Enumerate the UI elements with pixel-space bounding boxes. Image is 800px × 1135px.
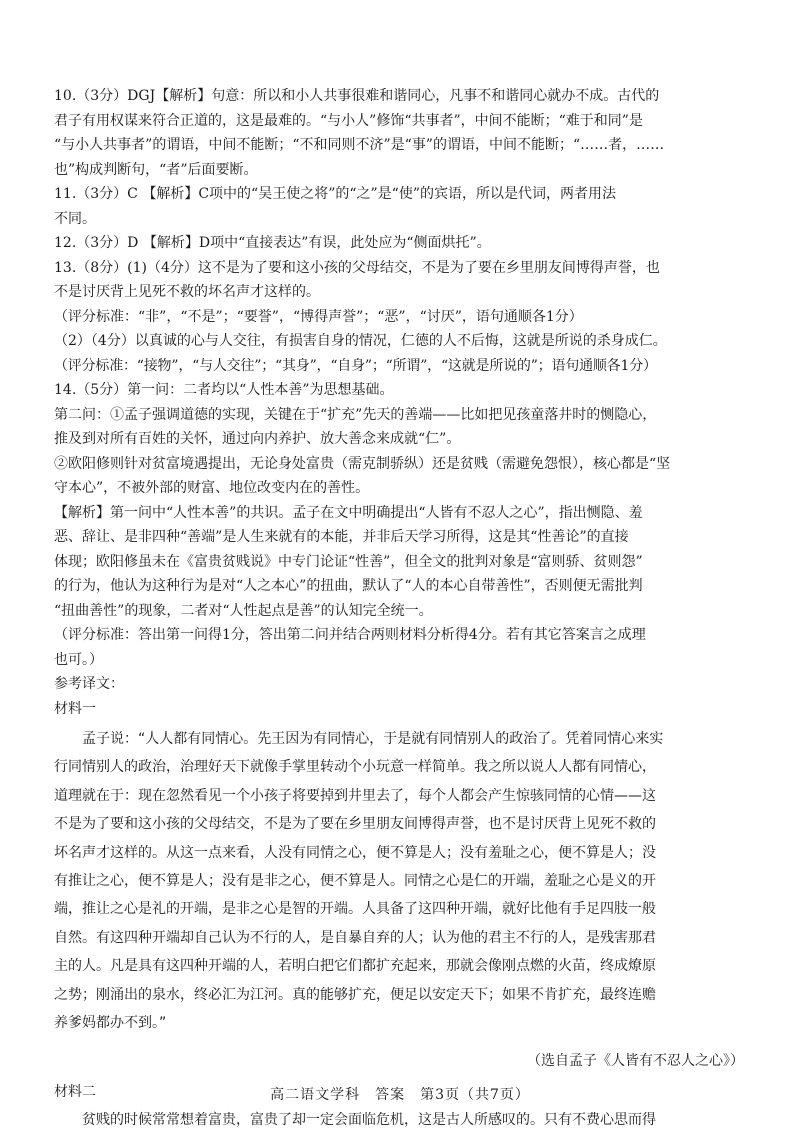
translation-1-line-7: 端，推让之心是礼的开端，是非之心是智的开端。人具备了这四种开端，就好比他有手足四肢一般 [54,901,656,918]
answer-10-line-1: 10.（3分）DGJ【解析】句意：所以和小人共事很难和谐同心，凡事不和谐同心就办不成。古代的 [54,88,660,104]
answer-13-scoring-2: （评分标准：“接物”，“与人交往”；“其身”，“自身”；“所谓”，“这就是所说的”；语句通顺各1分） [54,357,657,374]
source-citation: （选自孟子《人皆有不忍人之心》） [527,1053,744,1070]
answer-14-q2-line-3: ②欧阳修则针对贫富境遇提出，无论身处富贵（需克制骄纵）还是贫贱（需避免怨恨），核心都是“坚 [54,455,671,472]
answer-14-analysis-line-2: 恶、辞让、是非四种“善端”是人生来就有的本能，并非后天学习所得，这是其“性善论”的直接 [54,529,629,545]
answer-12-line: 12.（3分）D 【解析】D项中“直接表达”有误，此处应为“侧面烘托”。 [54,235,491,251]
material-1-heading: 材料一 [54,700,96,717]
translation-1-line-8: 自然。有这四种开端却自己认为不行的人，是自暴自弃的人；认为他的君主不行的人，是残害那君 [54,929,656,946]
answer-14-analysis-line-3: 体现；欧阳修虽未在《富贵贫贱说》中专门论证“性善”，但全文的批判对象是“富则骄、贫则怨” [54,553,643,570]
answer-10-line-3: “与小人共事者”的谓语，中间不能断；“不和同则不济”是“事”的谓语，中间不能断；“……者，…… [54,137,665,153]
translation-1-line-11: 养爹妈都办不到。” [54,1015,167,1032]
translation-1-line-2: 行同情别人的政治，治理好天下就像手掌里转动个小玩意一样简单。我之所以说人人都有同情心， [54,759,656,776]
reference-translation-heading: 参考译文： [54,676,124,692]
translation-1-line-6: 有推让之心，便不算是人；没有是非之心，便不算是人。同情之心是仁的开端，羞耻之心是义的开 [54,873,656,890]
translation-1-line-1: 孟子说：“人人都有同情心。先王因为有同情心，于是就有同情别人的政治了。凭着同情心来实 [82,731,664,747]
answer-13-line-2: 不是讨厌背上见死不救的坏名声才这样的。 [54,284,320,300]
answer-14-q2-line-2: 推及到对所有百姓的关怀，通过向内养护、放大善念来成就“仁”。 [54,431,461,447]
answer-13-line-1: 13.（8分）(1)（4分）这不是为了要和这小孩的父母结交，不是为了要在乡里朋友间博得声誉，也 [54,259,660,276]
answer-10-line-4: 也”构成判断句，“者”后面要断。 [54,161,258,178]
answer-10-line-2: 君子有用权谋来符合正道的，这是最难的。“与小人”修饰“共事者”，中间不能断；“难于和同”是 [54,112,643,129]
answer-14-analysis-line-1: 【解析】第一问中“人性本善”的共识。孟子在文中明确提出“人皆有不忍人之心”，指出恻隐、羞 [54,504,643,521]
answer-14-q2-line-4: 守本心”，不被外部的财富、地位改变内在的善性。 [54,480,370,496]
material-2-heading: 材料二 [54,1083,96,1100]
translation-1-line-4: 不是为了要和这小孩的父母结交，不是为了要在乡里朋友间博得声誉，也不是讨厌背上见死不救的 [54,816,656,833]
answer-11-line-2: 不同。 [54,210,96,227]
answer-11-line-1: 11.（3分）C 【解析】C项中的“吴王使之将”的“之”是“使”的宾语，所以是代词，两者用法 [54,186,616,202]
translation-2-line-1: 贫贱的时候常常想着富贵，富贵了却一定会面临危机，这是古人所感叹的。只有不费心思而得 [82,1112,656,1129]
answer-14-q2-line-1: 第二问：①孟子强调道德的实现，关键在于“扩充”先天的善端——比如把见孩童落井时的恻隐心， [54,406,657,423]
answer-14-analysis-line-4: 的行为，他认为这种行为是对“人之本心”的扭曲，默认了“人的本心自带善性”，否则便无需批判 [54,578,643,594]
page-footer: 高二语文学科 答案 第3页（共7页） [270,1087,530,1103]
translation-1-line-9: 主的人。凡是具有这四种开端的人，若明白把它们都扩充起来，那就会像刚点燃的火苗，终成燎原 [54,958,656,975]
answer-14-scoring-line-1: （评分标准：答出第一问得1分，答出第二问并结合两则材料分析得4分。若有其它答案言之成理 [54,627,646,643]
answer-content [54,84,754,1135]
answer-13-part-2: （2）（4分）以真诚的心与人交往，有损害自身的情况，仁德的人不后悔，这就是所说的杀身成仁。 [54,333,667,349]
translation-1-line-10: 之势；刚涌出的泉水，终必汇为江河。真的能够扩充，便足以安定天下；如果不肯扩充，最终连赡 [54,986,656,1003]
translation-1-line-3: 道理就在于：现在忽然看见一个小孩子将要掉到井里去了，每个人都会产生惊骇同情的心情——这 [54,787,656,804]
answer-13-scoring-1: （评分标准：“非”，“不是”；“要誉”，“博得声誉”；“恶”，“讨厌”，语句通顺各1分） [54,308,583,325]
answer-14-scoring-line-2: 也可。） [54,651,103,668]
answer-14-q1: 14.（5分）第一问：二者均以“人性本善”为思想基础。 [54,382,394,398]
answer-14-analysis-line-5: “扭曲善性”的现象，二者对“人性起点是善”的认知完全统一。 [54,602,433,619]
translation-1-line-5: 坏名声才这样的。从这一点来看，人没有同情之心，便不算是人；没有羞耻之心，便不算是人；没 [54,844,656,861]
